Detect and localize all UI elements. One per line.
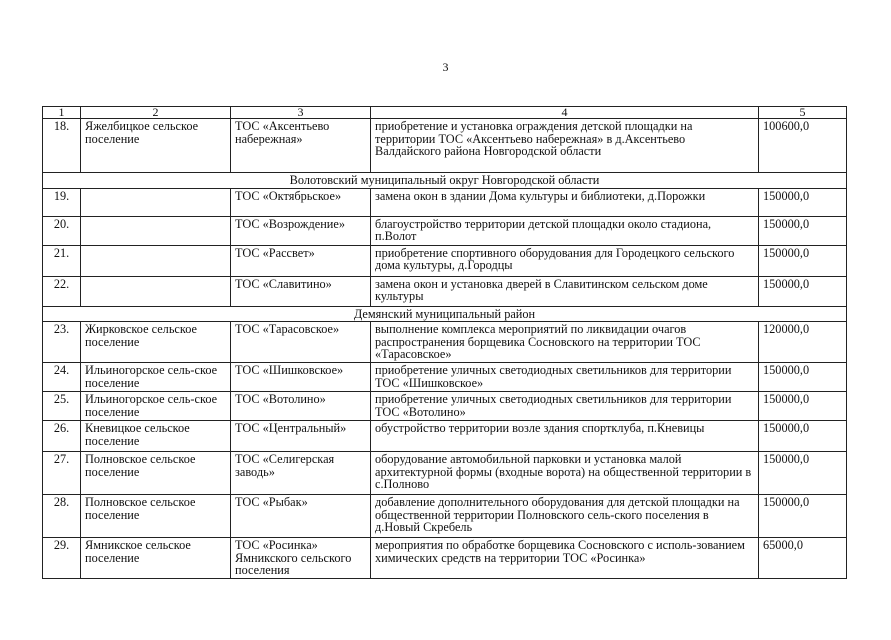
activity-cell: обустройство территории возле здания спортклуба, п.Кневицы [371, 421, 759, 452]
row-number: 22. [43, 276, 81, 306]
table-header-row [43, 107, 847, 119]
settlement-cell: Полновское сельское поселение [81, 452, 231, 495]
row-number: 28. [43, 495, 81, 538]
amount-cell: 150000,0 [759, 245, 847, 276]
table-row [43, 119, 847, 173]
activity-cell: приобретение и установка ограждения детской площадки на территории ТОС «Аксентьево набережная» в д.Аксентьево Валдайского района Новгородской области [371, 119, 759, 173]
header-cell: 5 [759, 107, 847, 119]
tos-cell: ТОС «Октябрьское» [231, 188, 371, 216]
settlement-cell: Ильиногорское сель-ское поселение [81, 392, 231, 421]
header-cell: 4 [371, 107, 759, 119]
settlement-cell: Жирковское сельское поселение [81, 322, 231, 363]
amount-cell: 100600,0 [759, 119, 847, 173]
table-row [43, 188, 847, 216]
amount-cell: 150000,0 [759, 276, 847, 306]
activity-cell: замена окон и установка дверей в Славитинском сельском доме культуры [371, 276, 759, 306]
table-row [43, 216, 847, 245]
amount-cell: 150000,0 [759, 495, 847, 538]
settlement-cell [81, 188, 231, 216]
activity-cell: оборудование автомобильной парковки и установка малой архитектурной формы (входные ворота) на общественной территории в с.Полново [371, 452, 759, 495]
activity-cell: мероприятия по обработке борщевика Сосновского с исполь-зованием химических средств на территории ТОС «Росинка» [371, 538, 759, 579]
settlement-cell: Кневицкое сельское поселение [81, 421, 231, 452]
page-number: 3 [442, 60, 449, 74]
header-cell: 1 [43, 107, 81, 119]
tos-cell: ТОС «Росинка» Ямникского сельского поселения [231, 538, 371, 579]
header-cell: 3 [231, 107, 371, 119]
activity-cell: выполнение комплекса мероприятий по ликвидации очагов распространения борщевика Сосновского на территории ТОС «Тарасовское» [371, 322, 759, 363]
amount-cell: 120000,0 [759, 322, 847, 363]
settlement-cell: Полновское сельское поселение [81, 495, 231, 538]
row-number: 27. [43, 452, 81, 495]
amount-cell: 150000,0 [759, 188, 847, 216]
table-row [43, 363, 847, 392]
activity-cell: приобретение уличных светодиодных светильников для территории ТОС «Шишковское» [371, 363, 759, 392]
header-cell: 2 [81, 107, 231, 119]
section-title: Волотовский муниципальный округ Новгородской области [43, 173, 847, 189]
table-row [43, 452, 847, 495]
amount-cell: 65000,0 [759, 538, 847, 579]
table-row [43, 495, 847, 538]
tos-cell: ТОС «Центральный» [231, 421, 371, 452]
tos-cell: ТОС «Тарасовское» [231, 322, 371, 363]
activity-cell: благоустройство территории детской площадки около стадиона, п.Волот [371, 216, 759, 245]
tos-cell: ТОС «Рыбак» [231, 495, 371, 538]
amount-cell: 150000,0 [759, 363, 847, 392]
settlement-cell: Яжелбицкое сельское поселение [81, 119, 231, 173]
activity-cell: добавление дополнительного оборудования для детской площадки на общественной территории Полновского сель-ского поселения в д.Новый Скребель [371, 495, 759, 538]
settlement-cell: Ильиногорское сель-ское поселение [81, 363, 231, 392]
table-row [43, 245, 847, 276]
activity-cell: приобретение уличных светодиодных светильников для территории ТОС «Вотолино» [371, 392, 759, 421]
amount-cell: 150000,0 [759, 216, 847, 245]
row-number: 29. [43, 538, 81, 579]
row-number: 26. [43, 421, 81, 452]
tos-cell: ТОС «Шишковское» [231, 363, 371, 392]
section-row [43, 173, 847, 189]
row-number: 20. [43, 216, 81, 245]
amount-cell: 150000,0 [759, 452, 847, 495]
row-number: 25. [43, 392, 81, 421]
tos-cell: ТОС «Аксентьево набережная» [231, 119, 371, 173]
table-row [43, 392, 847, 421]
activity-cell: замена окон в здании Дома культуры и библиотеки, д.Порожки [371, 188, 759, 216]
row-number: 18. [43, 119, 81, 173]
settlement-cell [81, 216, 231, 245]
settlement-cell [81, 245, 231, 276]
amount-cell: 150000,0 [759, 392, 847, 421]
settlement-cell [81, 276, 231, 306]
table-row [43, 538, 847, 579]
tos-cell: ТОС «Славитино» [231, 276, 371, 306]
tos-cell: ТОС «Рассвет» [231, 245, 371, 276]
row-number: 21. [43, 245, 81, 276]
row-number: 24. [43, 363, 81, 392]
section-row [43, 306, 847, 322]
table-row [43, 276, 847, 306]
section-title: Демянский муниципальный район [43, 306, 847, 322]
tos-cell: ТОС «Возрождение» [231, 216, 371, 245]
row-number: 23. [43, 322, 81, 363]
amount-cell: 150000,0 [759, 421, 847, 452]
row-number: 19. [43, 188, 81, 216]
settlement-cell: Ямникское сельское поселение [81, 538, 231, 579]
table-row [43, 322, 847, 363]
data-table [42, 106, 847, 579]
activity-cell: приобретение спортивного оборудования для Городецкого сельского дома культуры, д.Городцы [371, 245, 759, 276]
table-row [43, 421, 847, 452]
tos-cell: ТОС «Селигерская заводь» [231, 452, 371, 495]
tos-cell: ТОС «Вотолино» [231, 392, 371, 421]
